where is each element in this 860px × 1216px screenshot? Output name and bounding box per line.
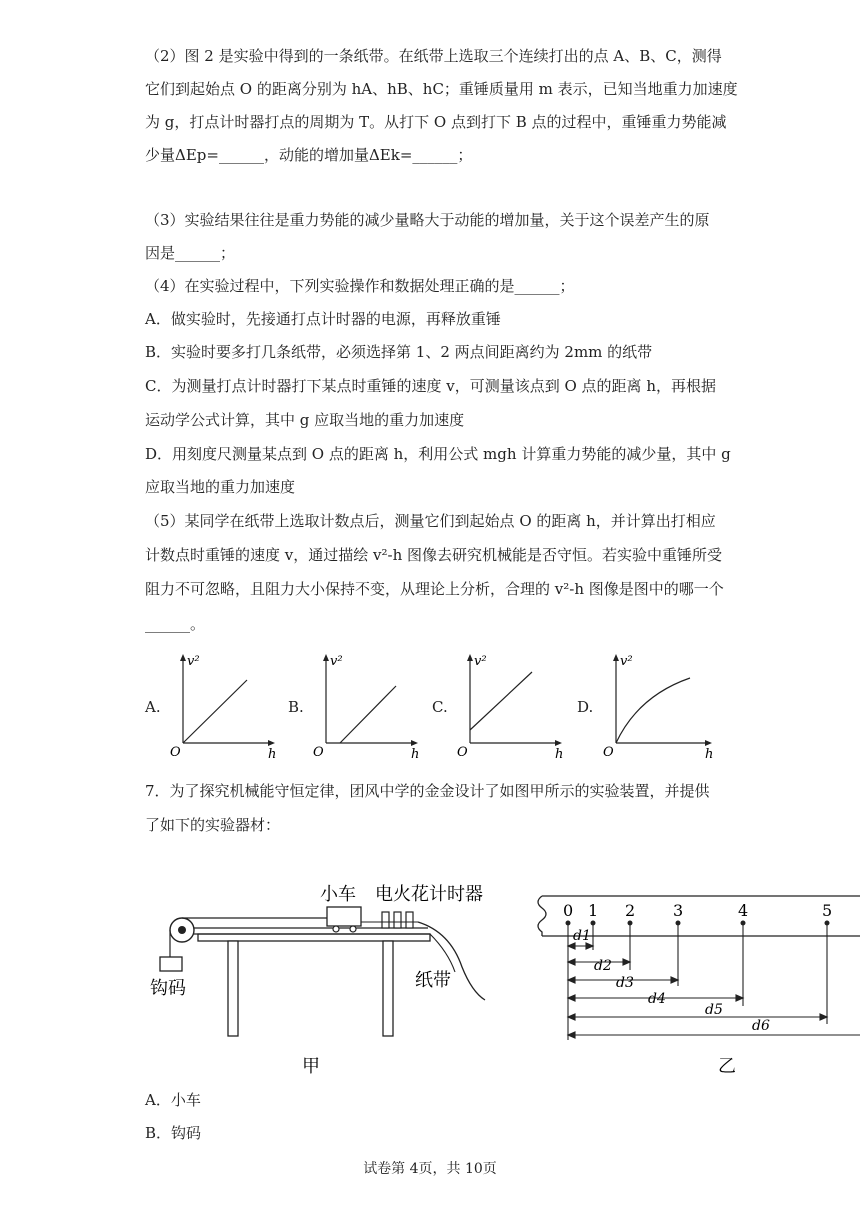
graph-d-y-label: v² bbox=[620, 654, 633, 669]
graph-d-origin: O bbox=[603, 745, 614, 760]
distance-d4: d4 bbox=[648, 991, 666, 1007]
tape-point-2: 2 bbox=[625, 901, 636, 920]
q2-line-2: 它们到起始点 O 的距离分别为 hA、hB、hC；重锤质量用 m 表示，已知当地重力加速度 bbox=[145, 80, 738, 98]
graph-c-y-label: v² bbox=[474, 654, 487, 669]
q3-line-2: 因是______； bbox=[145, 244, 236, 262]
graph-c-origin: O bbox=[457, 745, 468, 760]
q5-line-4: ______。 bbox=[145, 615, 206, 633]
distance-d3: d3 bbox=[616, 975, 634, 991]
tape-point-1: 1 bbox=[588, 901, 599, 920]
graph-a bbox=[165, 648, 280, 760]
graph-d-x-label: h bbox=[705, 747, 714, 760]
cart-label: 小车 bbox=[320, 884, 356, 905]
graph-b bbox=[308, 648, 423, 760]
tape-point-0: 0 bbox=[563, 901, 574, 920]
q7-line-1: 7．为了探究机械能守恒定律，团风中学的金金设计了如图甲所示的实验装置，并提供 bbox=[145, 782, 710, 800]
graph-a-origin: O bbox=[170, 745, 181, 760]
tape-point-4: 4 bbox=[738, 901, 749, 920]
q4-line-1: （4）在实验过程中，下列实验操作和数据处理正确的是______； bbox=[145, 277, 575, 295]
weight-label: 钩码 bbox=[150, 978, 186, 999]
q4-option-a: A．做实验时，先接通打点计时器的电源，再释放重锤 bbox=[145, 310, 501, 328]
graph-a-y-label: v² bbox=[187, 654, 200, 669]
q4-option-c-line-1: C．为测量打点计时器打下某点时重锤的速度 v，可测量该点到 O 点的距离 h，再根据 bbox=[145, 377, 716, 395]
graph-c bbox=[452, 648, 567, 760]
page-footer: 试卷第 4页，共 10页 bbox=[363, 1161, 497, 1177]
q4-option-d-line-2: 应取当地的重力加速度 bbox=[145, 478, 296, 496]
graph-b-origin: O bbox=[313, 745, 324, 760]
graph-b-x-label: h bbox=[411, 747, 420, 760]
distance-d6: d6 bbox=[752, 1018, 770, 1034]
q7-line-2: 了如下的实验器材： bbox=[145, 816, 281, 834]
distance-d5: d5 bbox=[705, 1002, 723, 1018]
q5-line-3: 阻力不可忽略，且阻力大小保持不变，从理论上分析，合理的 v²-h 图像是图中的哪一个 bbox=[145, 580, 724, 598]
tape-point-3: 3 bbox=[673, 901, 684, 920]
q7-option-a: A．小车 bbox=[145, 1091, 201, 1109]
figure-yi-caption: 乙 bbox=[718, 1056, 736, 1077]
graph-label-a: A. bbox=[145, 698, 161, 716]
graph-b-y-label: v² bbox=[330, 654, 343, 669]
q4-option-c-line-2: 运动学公式计算，其中 g 应取当地的重力加速度 bbox=[145, 411, 465, 429]
distance-d2: d2 bbox=[594, 958, 612, 974]
apparatus-figure bbox=[150, 872, 505, 1082]
graph-c-x-label: h bbox=[555, 747, 564, 760]
tape-label: 纸带 bbox=[415, 970, 451, 991]
graph-d bbox=[598, 648, 718, 760]
graph-label-b: B. bbox=[288, 698, 304, 716]
figure-jia-caption: 甲 bbox=[302, 1056, 320, 1077]
q2-line-1: （2）图 2 是实验中得到的一条纸带。在纸带上选取三个连续打出的点 A、B、C，测得 bbox=[145, 47, 722, 65]
tape-point-5: 5 bbox=[822, 901, 833, 920]
q3-line-1: （3）实验结果往往是重力势能的减少量略大于动能的增加量，关于这个误差产生的原 bbox=[145, 211, 710, 229]
q4-option-d-line-1: D．用刻度尺测量某点到 O 点的距离 h，利用公式 mgh 计算重力势能的减少量，其中 g bbox=[145, 445, 731, 463]
graph-label-c: C. bbox=[432, 698, 448, 716]
q5-line-1: （5）某同学在纸带上选取计数点后，测量它们到起始点 O 的距离 h，并计算出打相应 bbox=[145, 512, 716, 530]
q5-line-2: 计数点时重锤的速度 v，通过描绘 v²-h 图像去研究机械能是否守恒。若实验中重锤所受 bbox=[145, 546, 722, 564]
graph-label-d: D. bbox=[577, 698, 594, 716]
tape-figure bbox=[530, 890, 860, 1082]
q4-option-b: B．实验时要多打几条纸带，必须选择第 1、2 两点间距离约为 2mm 的纸带 bbox=[145, 343, 653, 361]
distance-d1: d1 bbox=[573, 928, 591, 944]
q7-option-b: B．钩码 bbox=[145, 1124, 202, 1142]
q2-line-3: 为 g，打点计时器打点的周期为 T。从打下 O 点到打下 B 点的过程中，重锤重力势能减 bbox=[145, 113, 727, 131]
q2-line-4: 少量ΔEp=______，动能的增加量ΔEk=______； bbox=[145, 146, 473, 164]
graph-a-x-label: h bbox=[268, 747, 277, 760]
timer-label: 电火花计时器 bbox=[375, 884, 483, 905]
